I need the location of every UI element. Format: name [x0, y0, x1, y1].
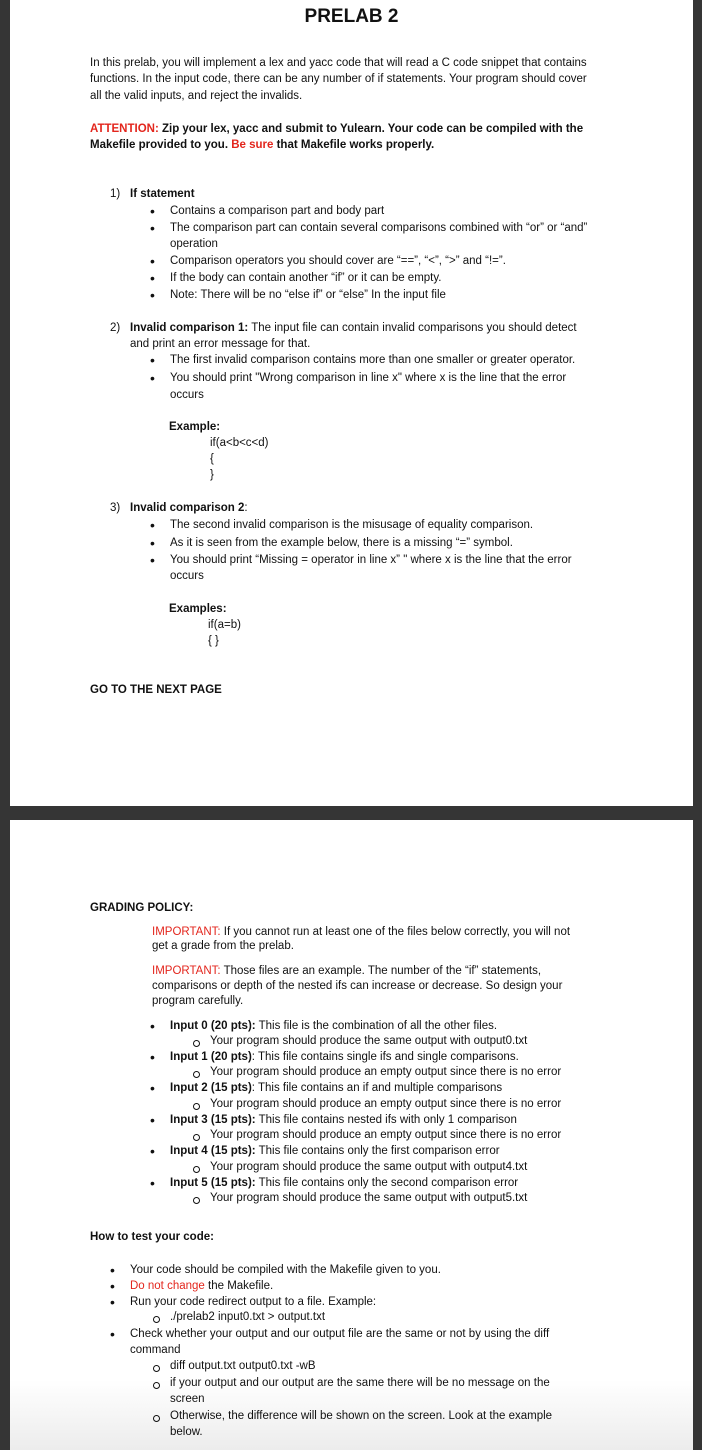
bullet-icon: •	[150, 370, 155, 386]
howto-bullet-cont: command	[130, 1344, 181, 1356]
important-2-line-1	[152, 964, 541, 979]
input-5-sub: Your program should produce the same output with output5.txt	[210, 1192, 528, 1204]
input-4-sub: Your program should produce the same output with output4.txt	[210, 1161, 528, 1173]
attention-text-3: that Makefile works properly.	[273, 139, 435, 151]
howto-title: How to test your code:	[90, 1231, 214, 1243]
section-3-heading	[130, 501, 248, 516]
section-1-title: If statement	[130, 188, 195, 200]
input-0-item	[170, 1019, 497, 1034]
howto-bullet: Your code should be compiled with the Makefile given to you.	[130, 1264, 441, 1276]
do-not-change-highlight: Do not change	[130, 1280, 205, 1292]
input-2-sub: Your program should produce an empty output since there is no error	[210, 1098, 562, 1110]
important-1-line-1	[152, 925, 570, 940]
examples-label: Examples:	[169, 603, 227, 615]
circle-bullet-icon	[153, 1382, 160, 1389]
input-5-item	[170, 1176, 518, 1191]
important-2-line-3: program carefully.	[152, 995, 244, 1007]
section-2-line-1	[130, 321, 577, 336]
circle-bullet-icon	[193, 1103, 200, 1110]
important-2-line-2: comparisons or depth of the nested ifs can increase or decrease. So design your	[152, 980, 563, 992]
input-label: Input 4 (15 pts):	[170, 1145, 256, 1157]
important-1-line-2: get a grade from the prelab.	[152, 940, 294, 952]
input-label: Input 0 (20 pts):	[170, 1020, 256, 1032]
input-desc: This file contains only the second comparison error	[255, 1177, 519, 1189]
input-desc: This file contains nested ifs with only 1 comparison	[255, 1114, 517, 1126]
section-1-bullet: The comparison part can contain several comparisons combined with “or” or “and”	[170, 222, 588, 234]
howto-bullet: Check whether your output and our output file are the same or not by using the diff	[130, 1328, 550, 1340]
attention-text-2: Makefile provided to you.	[90, 139, 232, 151]
howto-bullet	[130, 1279, 273, 1294]
circle-bullet-icon	[193, 1166, 200, 1173]
bullet-icon: •	[150, 253, 155, 269]
input-desc: : This file contains an if and multiple comparisons	[251, 1082, 503, 1094]
circle-bullet-icon	[193, 1040, 200, 1047]
bullet-icon: •	[150, 270, 155, 286]
section-3-bullet: As it is seen from the example below, there is a missing “=” symbol.	[170, 537, 513, 549]
bullet-icon: •	[150, 203, 155, 219]
important-2-text: Those files are an example. The number of the “if” statements,	[220, 965, 542, 977]
section-3-bullet-cont: occurs	[170, 570, 204, 582]
section-3-bullet: You should print “Missing = operator in line x” " where x is the line that the error	[170, 554, 572, 566]
section-1-bullet: Note: There will be no “else if” or “else” In the input file	[170, 289, 446, 301]
section-2-bullet-cont: occurs	[170, 389, 204, 401]
section-1-bullet: Contains a comparison part and body part	[170, 205, 385, 217]
section-2-bullet: You should print "Wrong comparison in line x" where x is the line that the error	[170, 372, 567, 384]
intro-line-3: all the valid inputs, and reject the invalids.	[90, 90, 303, 102]
input-label: Input 2 (15 pts)	[170, 1082, 252, 1094]
attention-text: Zip your lex, yacc and submit to Yulearn. Your code can be compiled with the	[158, 123, 584, 135]
code-line: if(a<b<c<d)	[210, 437, 269, 449]
howto-sub: Otherwise, the difference will be shown on the screen. Look at the example	[170, 1410, 553, 1422]
bullet-icon: •	[110, 1262, 115, 1278]
bullet-icon: •	[150, 1018, 155, 1034]
circle-bullet-icon	[193, 1071, 200, 1078]
section-3-bullet: The second invalid comparison is the misusage of equality comparison.	[170, 519, 534, 531]
circle-bullet-icon	[153, 1316, 160, 1323]
document-page-1	[10, 0, 693, 806]
circle-bullet-icon	[193, 1197, 200, 1204]
howto-sub: if your output and our output are the same there will be no message on the	[170, 1377, 550, 1389]
input-desc: This file is the combination of all the other files.	[255, 1020, 498, 1032]
grading-title: GRADING POLICY:	[90, 902, 194, 914]
howto-text: the Makefile.	[204, 1280, 274, 1292]
bullet-icon: •	[150, 1049, 155, 1065]
circle-bullet-icon	[153, 1365, 160, 1372]
circle-bullet-icon	[193, 1134, 200, 1141]
important-label: IMPORTANT:	[152, 926, 221, 938]
input-desc: : This file contains single ifs and single comparisons.	[251, 1051, 519, 1063]
bullet-icon: •	[150, 1175, 155, 1191]
section-2-text: The input file can contain invalid comparisons you should detect	[248, 322, 577, 334]
intro-line-2: functions. In the input code, there can be any number of if statements. Your program should cover	[90, 73, 587, 85]
example-label: Example:	[169, 421, 221, 433]
section-3-number: 3)	[110, 502, 121, 514]
input-4-item	[170, 1144, 500, 1159]
next-page-note: GO TO THE NEXT PAGE	[90, 684, 222, 696]
important-label: IMPORTANT:	[152, 965, 221, 977]
section-3-colon: :	[244, 502, 248, 514]
input-desc: This file contains only the first comparison error	[255, 1145, 500, 1157]
input-3-sub: Your program should produce an empty output since there is no error	[210, 1129, 562, 1141]
bullet-icon: •	[150, 1080, 155, 1096]
code-line: if(a=b)	[208, 619, 241, 631]
section-2-line-2: and print an error message for that.	[130, 338, 311, 350]
section-1-bullet-cont: operation	[170, 238, 218, 250]
bullet-icon: •	[150, 287, 155, 303]
bullet-icon: •	[110, 1294, 115, 1310]
input-3-item	[170, 1113, 517, 1128]
input-1-item	[170, 1050, 519, 1065]
bullet-icon: •	[150, 517, 155, 533]
intro-line-1: In this prelab, you will implement a lex and yacc code that will read a C code snippet that contains	[90, 57, 587, 69]
bullet-icon: •	[150, 552, 155, 568]
attention-label: ATTENTION:	[90, 123, 159, 135]
input-2-item	[170, 1081, 502, 1096]
bullet-icon: •	[150, 1112, 155, 1128]
howto-bullet: Run your code redirect output to a file. Example:	[130, 1296, 377, 1308]
section-1-bullet: Comparison operators you should cover are “==”, “<”, “>” and “!=”.	[170, 255, 506, 267]
howto-sub: ./prelab2 input0.txt > output.txt	[170, 1311, 326, 1323]
important-1-text: If you cannot run at least one of the files below correctly, you will not	[220, 926, 571, 938]
input-label: Input 3 (15 pts):	[170, 1114, 256, 1126]
input-1-sub: Your program should produce an empty output since there is no error	[210, 1066, 562, 1078]
section-2-number: 2)	[110, 322, 121, 334]
howto-sub: diff output.txt output0.txt -wB	[170, 1360, 316, 1372]
input-0-sub: Your program should produce the same output with output0.txt	[210, 1035, 528, 1047]
bullet-icon: •	[150, 535, 155, 551]
howto-sub-cont: below.	[170, 1426, 203, 1438]
bullet-icon: •	[150, 352, 155, 368]
bullet-icon: •	[110, 1326, 115, 1342]
input-label: Input 1 (20 pts)	[170, 1051, 252, 1063]
code-line: {	[210, 453, 214, 465]
code-line: }	[210, 469, 214, 481]
bullet-icon: •	[110, 1278, 115, 1294]
attention-line-1	[90, 122, 583, 137]
section-1-number: 1)	[110, 188, 121, 200]
code-line: { }	[208, 635, 219, 647]
howto-sub-cont: screen	[170, 1393, 205, 1405]
attention-line-2	[90, 138, 434, 153]
bullet-icon: •	[150, 1143, 155, 1159]
section-3-title: Invalid comparison 2	[130, 502, 245, 514]
circle-bullet-icon	[153, 1415, 160, 1422]
input-label: Input 5 (15 pts):	[170, 1177, 256, 1189]
bullet-icon: •	[150, 220, 155, 236]
section-2-title: Invalid comparison 1:	[130, 322, 249, 334]
section-2-bullet: The first invalid comparison contains more than one smaller or greater operator.	[170, 354, 576, 366]
section-1-bullet: If the body can contain another “if” or it can be empty.	[170, 272, 442, 284]
document-page-2	[10, 820, 693, 1450]
be-sure-highlight: Be sure	[231, 139, 274, 151]
page-title: PRELAB 2	[304, 6, 399, 27]
